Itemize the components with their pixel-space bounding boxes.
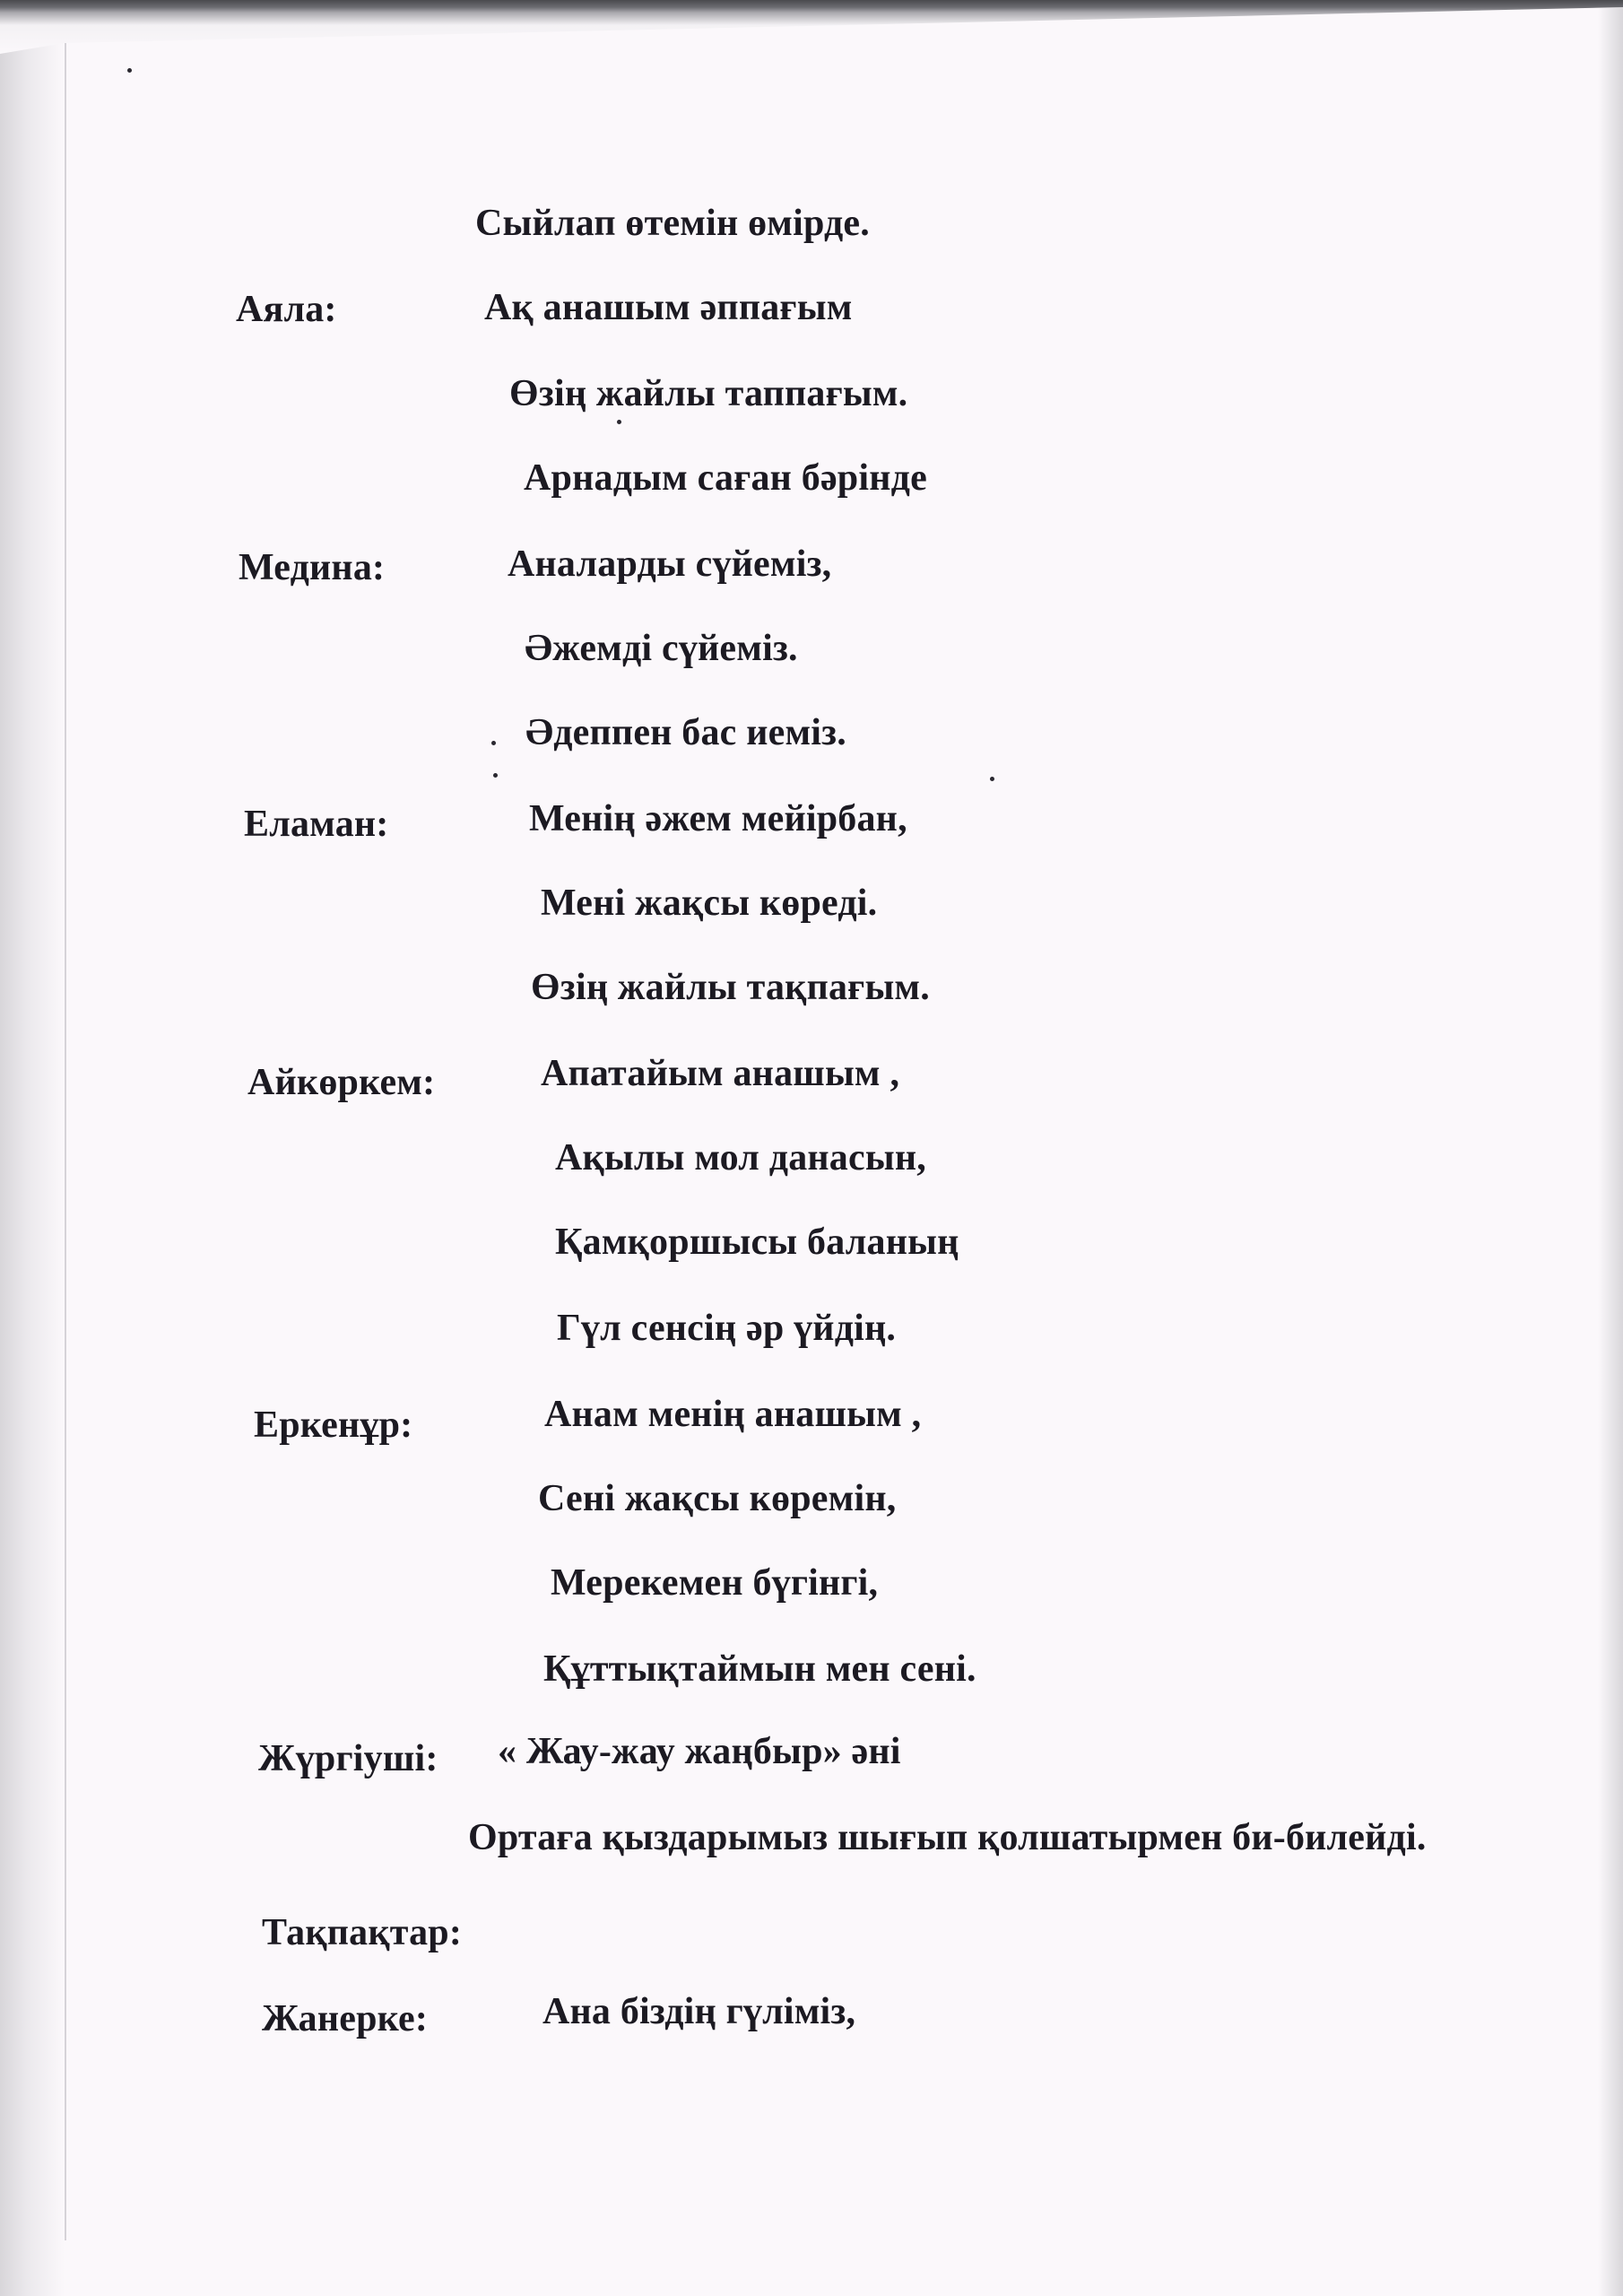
speaker-medina: Медина:: [239, 547, 386, 588]
verse-line: Менің әжем мейірбан,: [529, 798, 907, 839]
scan-shadow-top: [0, 0, 1623, 54]
scan-speck: [493, 773, 498, 778]
verse-line: Ана біздің гүліміз,: [542, 1991, 856, 2032]
verse-line: Мерекемен бүгінгі,: [551, 1562, 879, 1604]
verse-line: Құттықтаймын мен сені.: [543, 1648, 976, 1690]
scan-speck: [990, 777, 994, 781]
verse-line: Анам менің анашым ,: [544, 1394, 922, 1435]
verse-line: Әжемді сүйеміз.: [525, 628, 798, 669]
scan-speck: [617, 420, 621, 424]
speaker-elaman: Еламан:: [244, 804, 389, 845]
verse-line: Гүл сенсің әр үйдің.: [557, 1308, 897, 1349]
verse-line: Қамқоршысы баланың: [555, 1222, 959, 1263]
presenter-line: « Жау-жау жаңбыр» әні: [498, 1731, 901, 1772]
verse-line: Аналарды сүйеміз,: [508, 544, 832, 585]
scan-speck: [127, 68, 132, 73]
verse-line: Сені жақсы көремін,: [538, 1478, 897, 1519]
verse-line: Өзің жайлы тақпағым.: [531, 967, 930, 1008]
verse-line: Мені жақсы көреді.: [541, 883, 878, 924]
page-edge: [65, 43, 66, 2240]
section-heading: Тақпақтар:: [262, 1912, 463, 1953]
speaker-zhanerke: Жанерке:: [262, 1998, 429, 2039]
scan-shadow-left: [0, 0, 65, 2296]
page-title: Сыйлап өтемін өмірде.: [475, 203, 870, 244]
verse-line: Өзің жайлы таппағым.: [509, 373, 908, 414]
speaker-aikorkem: Айкөркем:: [247, 1062, 436, 1103]
speaker-erkenur: Еркенұр:: [254, 1405, 413, 1446]
verse-line: Арнадым саған бәрінде: [524, 457, 927, 499]
verse-line: Ақылы мол данасын,: [555, 1137, 926, 1178]
speaker-ayala: Аяла:: [236, 289, 337, 330]
verse-line: Әдеппен бас иеміз.: [525, 712, 846, 753]
verse-line: Апатайым анашым ,: [541, 1053, 900, 1094]
scan-shadow-right: [1598, 0, 1623, 2296]
scan-speck: [491, 741, 496, 745]
verse-line: Ақ анашым әппағым: [484, 287, 853, 328]
speaker-presenter: Жүргіуші:: [258, 1738, 438, 1779]
stage-direction: Ортаға қыздарымыз шығып қолшатырмен би-билейді.: [468, 1817, 1427, 1858]
